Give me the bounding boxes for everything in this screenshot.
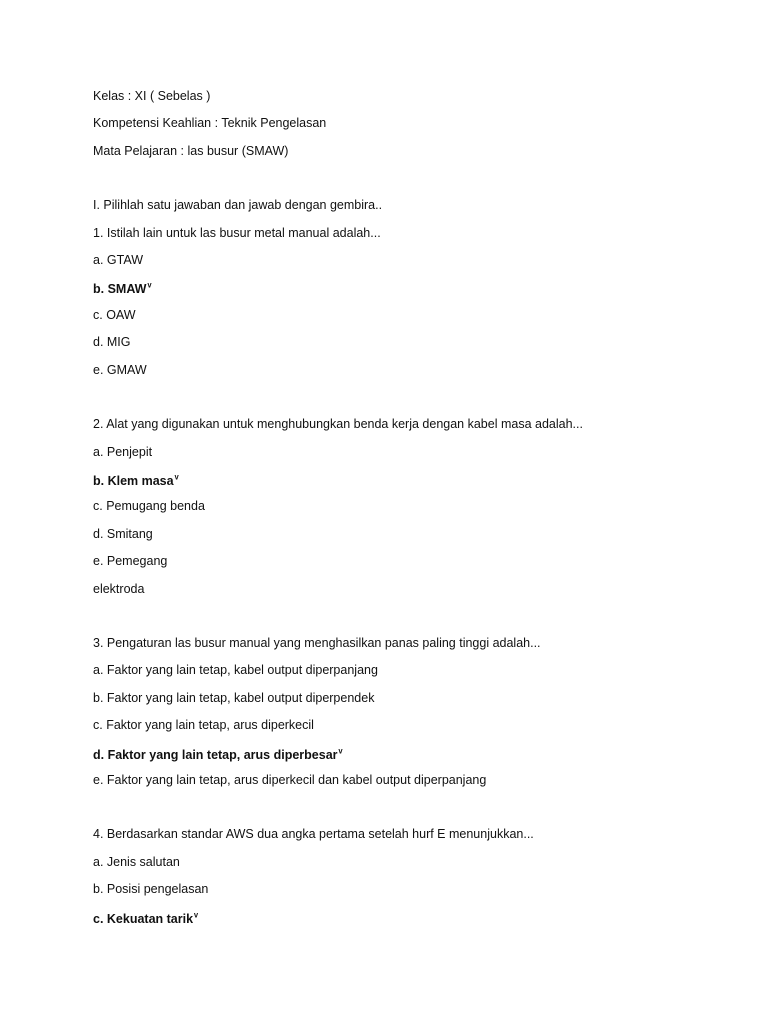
option-label: d. Faktor yang lain tetap, arus diperbesar xyxy=(93,748,338,762)
q4-option-a: a. Jenis salutan xyxy=(93,855,180,869)
class-line: Kelas : XI ( Sebelas ) xyxy=(93,89,211,103)
question-4-text: 4. Berdasarkan standar AWS dua angka pertama setelah hurf E menunjukkan... xyxy=(93,827,534,841)
q3-option-d-correct xyxy=(93,745,343,763)
q2-option-e: e. Pemegang xyxy=(93,554,168,568)
q4-option-b: b. Posisi pengelasan xyxy=(93,882,209,896)
q1-option-e: e. GMAW xyxy=(93,363,147,377)
q3-option-b: b. Faktor yang lain tetap, kabel output diperpendek xyxy=(93,691,375,705)
q2-option-b-correct xyxy=(93,471,179,489)
q1-option-a: a. GTAW xyxy=(93,253,143,267)
answer-check-mark: ᵛ xyxy=(338,747,343,759)
instruction-text: I. Pilihlah satu jawaban dan jawab dengan gembira.. xyxy=(93,198,383,212)
option-label: b. SMAW xyxy=(93,282,147,296)
answer-check-mark: ᵛ xyxy=(194,911,199,923)
q1-option-c: c. OAW xyxy=(93,308,136,322)
question-1-text: 1. Istilah lain untuk las busur metal manual adalah... xyxy=(93,226,381,240)
question-2-text: 2. Alat yang digunakan untuk menghubungkan benda kerja dengan kabel masa adalah... xyxy=(93,417,583,431)
option-label: b. Klem masa xyxy=(93,474,174,488)
q3-option-c: c. Faktor yang lain tetap, arus diperkecil xyxy=(93,718,314,732)
option-label: c. Kekuatan tarik xyxy=(93,912,194,926)
q2-option-c: c. Pemugang benda xyxy=(93,499,205,513)
competency-line: Kompetensi Keahlian : Teknik Pengelasan xyxy=(93,116,327,130)
answer-check-mark: ᵛ xyxy=(174,473,179,485)
q2-option-a: a. Penjepit xyxy=(93,445,153,459)
q3-option-a: a. Faktor yang lain tetap, kabel output diperpanjang xyxy=(93,663,378,677)
question-3-text: 3. Pengaturan las busur manual yang menghasilkan panas paling tinggi adalah... xyxy=(93,636,541,650)
q1-option-b-correct xyxy=(93,279,151,297)
q3-option-e: e. Faktor yang lain tetap, arus diperkecil dan kabel output diperpanjang xyxy=(93,773,487,787)
answer-check-mark: ᵛ xyxy=(147,281,152,293)
q4-option-c-correct xyxy=(93,909,198,927)
q1-option-d: d. MIG xyxy=(93,335,131,349)
q2-option-e-continued: elektroda xyxy=(93,582,145,596)
subject-line: Mata Pelajaran : las busur (SMAW) xyxy=(93,144,289,158)
q2-option-d: d. Smitang xyxy=(93,527,153,541)
